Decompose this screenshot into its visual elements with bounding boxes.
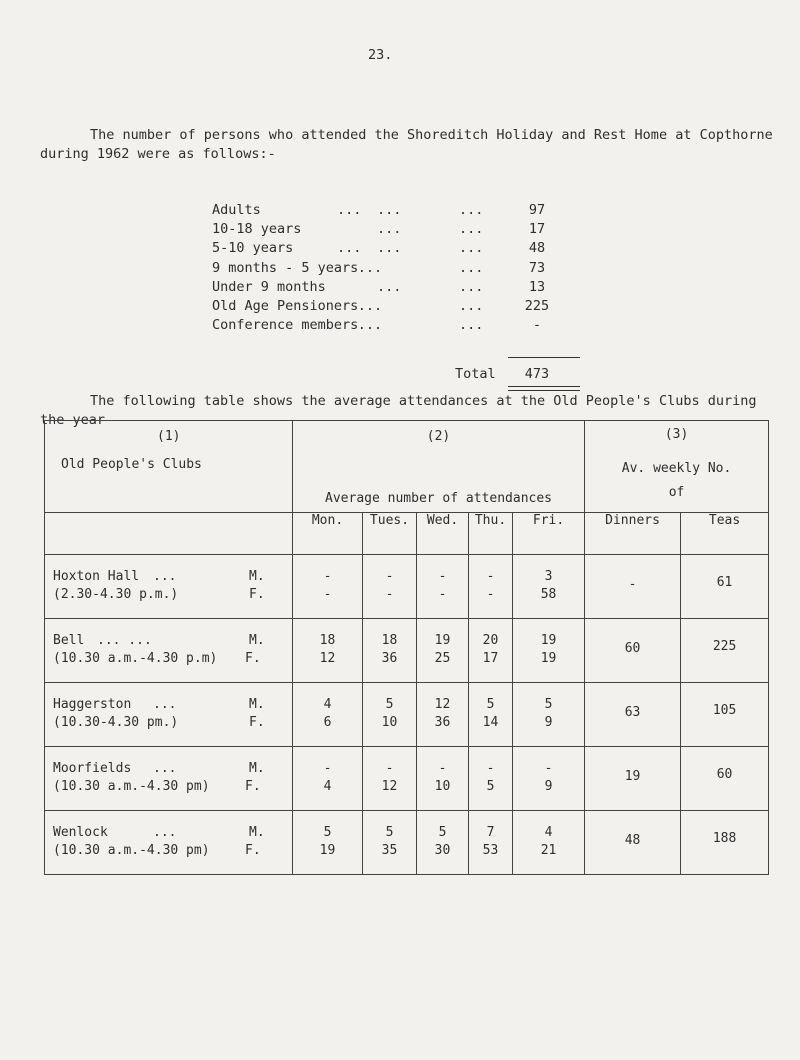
teas-value: 105 [712,703,737,718]
female-count: - [385,587,394,602]
attendance-cell [363,811,417,875]
female-count: 5 [486,779,495,794]
female-count: 10 [381,715,398,730]
col1-number: (1) [157,429,181,444]
leader-dots: ... [377,240,402,257]
club-name: Hoxton Hall [53,569,140,584]
attendance-cell [513,683,585,747]
dinners-value: - [628,577,637,592]
attendance-row [212,202,572,220]
club-name-cell [45,619,293,683]
male-count: 5 [385,697,394,712]
leader-dots: ... [153,761,177,776]
attendance-row [212,279,572,297]
attendance-cell [417,619,469,683]
male-count: 19 [434,633,451,648]
leader-dots: ... [459,298,484,314]
dinners-value: 48 [624,833,641,848]
day-header: Wed. [417,513,469,555]
club-name-cell [45,811,293,875]
male-count: - [544,761,553,776]
total-double-rule [508,386,580,391]
male-count: 12 [434,697,451,712]
teas-value: 61 [716,575,733,590]
total-label: Total [455,366,496,382]
attendance-cell [469,747,513,811]
dinners-cell [585,555,681,619]
club-name: Moorfields [53,761,132,776]
club-hours: (10.30-4.30 pm.) [53,715,179,730]
leader-dots: ... [377,221,402,238]
attendance-cell [513,747,585,811]
attendance-cell [363,747,417,811]
female-count: 17 [482,651,499,666]
club-name-cell [45,683,293,747]
attendance-row [212,298,572,316]
female-count: 58 [540,587,557,602]
leader-dots: ... [459,240,484,257]
leader-dots: ... [377,278,402,295]
female-count: 12 [381,779,398,794]
day-header: Thu. [469,513,513,555]
female-count: 36 [434,715,451,730]
attendance-cell [513,811,585,875]
intro-paragraph: The number of persons who attended the Shoreditch Holiday and Rest Home at Copthorne during 1962 were as follows:- [40,127,773,162]
attendance-label: 10-18 years [212,221,302,238]
attendance-cell [293,555,363,619]
female-count: 14 [482,715,499,730]
male-marker: M. [249,697,265,712]
subheader-row [45,513,769,555]
col3-title-line2: of [668,485,685,500]
dinners-cell [585,619,681,683]
dinners-value: 60 [624,641,641,656]
dinners-value: 63 [624,705,641,720]
male-marker: M. [249,761,265,776]
attendance-value: 97 [528,202,546,218]
male-count: - [438,569,447,584]
leader-dots: ... [377,202,402,218]
club-hours: (10.30 a.m.-4.30 pm) [53,843,210,858]
female-count: 19 [540,651,557,666]
attendance-cell [417,747,469,811]
female-marker: F. [245,779,261,794]
female-count: 25 [434,651,451,666]
club-row [45,555,769,619]
attendance-label: Adults [212,202,261,218]
club-hours: (10.30 a.m.-4.30 pm) [53,779,210,794]
leader-dots: ... [337,202,362,218]
male-count: 4 [544,825,553,840]
male-count: - [323,761,332,776]
male-count: - [385,569,394,584]
male-count: 4 [323,697,332,712]
male-count: - [385,761,394,776]
total-value: 473 [524,366,550,382]
male-count: - [486,569,495,584]
club-name-cell [45,555,293,619]
meal-header: Dinners [585,513,681,555]
female-marker: F. [245,651,261,666]
day-header: Tues. [363,513,417,555]
col3-title-line1: Av. weekly No. [621,461,732,476]
attendance-cell [513,619,585,683]
teas-value: 60 [716,767,733,782]
club-row [45,683,769,747]
leader-dots: ... [357,317,383,334]
attendance-label: 5-10 years [212,240,294,257]
club-name: Wenlock [53,825,108,840]
female-count: 35 [381,843,398,858]
attendance-row [212,317,572,335]
subheader-blank [45,513,293,555]
attendance-cell [293,747,363,811]
female-count: 53 [482,843,499,858]
attendance-cell [469,555,513,619]
leader-dots: ... [153,697,177,712]
meal-header: Teas [681,513,769,555]
page-number: 23. [368,47,393,63]
attendance-cell [363,619,417,683]
clubs-intro-paragraph: The following table shows the average attendances at the Old People's Clubs during the year [40,393,757,428]
col1-title: Old People's Clubs [61,457,202,472]
male-count: 20 [482,633,499,648]
attendance-value: 13 [528,278,546,295]
col2-title: Average number of attendances [325,491,553,506]
attendance-row [212,260,572,278]
attendance-cell [293,619,363,683]
female-count: 10 [434,779,451,794]
female-count: 4 [323,779,332,794]
female-count: 19 [319,843,336,858]
male-count: 5 [438,825,447,840]
club-name: Bell [53,633,85,648]
col2-header [293,421,585,513]
club-hours: (2.30-4.30 p.m.) [53,587,179,602]
leader-dots: ... ... [97,633,152,648]
male-marker: M. [249,633,265,648]
female-count: 9 [544,715,553,730]
female-marker: F. [249,715,265,730]
attendance-value: 48 [528,240,546,257]
col1-header [45,421,293,513]
leader-dots: ... [459,221,484,238]
leader-dots: ... [153,569,177,584]
club-name: Haggerston [53,697,132,712]
attendance-cell [293,683,363,747]
attendance-cell [469,619,513,683]
attendance-cell [417,811,469,875]
male-count: 5 [323,825,332,840]
attendance-cell [469,683,513,747]
male-count: 7 [486,825,495,840]
attendance-cell [363,555,417,619]
male-count: 18 [319,633,336,648]
male-count: 19 [540,633,557,648]
attendance-value: 73 [528,259,546,276]
leader-dots: ... [459,259,484,276]
female-count: 12 [319,651,336,666]
teas-cell [681,747,769,811]
teas-cell [681,555,769,619]
dinners-value: 19 [624,769,641,784]
club-name-cell [45,747,293,811]
dinners-cell [585,747,681,811]
club-row [45,811,769,875]
male-count: - [323,569,332,584]
female-count: 30 [434,843,451,858]
female-count: - [486,587,495,602]
attendance-value: 225 [524,298,550,314]
male-marker: M. [249,569,265,584]
leader-dots: ... [337,240,362,257]
col3-header [585,421,769,513]
male-count: - [486,761,495,776]
club-row [45,747,769,811]
attendance-row [212,240,572,258]
teas-cell [681,811,769,875]
club-hours: (10.30 a.m.-4.30 p.m) [53,651,218,666]
dinners-cell [585,683,681,747]
teas-value: 188 [712,831,737,846]
attendance-cell [417,555,469,619]
leader-dots: ... [357,259,383,276]
leader-dots: ... [459,317,484,334]
attendance-cell [293,811,363,875]
male-count: 18 [381,633,398,648]
col3-number: (3) [664,427,689,442]
male-count: - [438,761,447,776]
attendance-label: 9 months - 5 years [212,259,359,276]
female-marker: F. [245,843,261,858]
day-header: Mon. [293,513,363,555]
attendance-cell [513,555,585,619]
female-count: 21 [540,843,557,858]
attendance-cell [469,811,513,875]
teas-cell [681,619,769,683]
male-count: 5 [544,697,553,712]
attendance-label: Old Age Pensioners [212,298,359,314]
male-count: 5 [385,825,394,840]
attendance-cell [363,683,417,747]
male-marker: M. [249,825,265,840]
male-count: 3 [544,569,553,584]
attendance-row [212,221,572,239]
attendance-value: - [532,317,542,334]
female-count: - [323,587,332,602]
dinners-cell [585,811,681,875]
teas-value: 225 [712,639,737,654]
attendance-value: 17 [528,221,546,238]
leader-dots: ... [357,298,383,314]
attendance-label: Under 9 months [212,278,326,295]
female-count: - [438,587,447,602]
attendance-cell [417,683,469,747]
leader-dots: ... [459,278,484,295]
female-count: 9 [544,779,553,794]
day-header: Fri. [513,513,585,555]
female-count: 6 [323,715,332,730]
male-count: 5 [486,697,495,712]
total-rule-top [508,357,580,358]
clubs-table [44,420,769,875]
leader-dots: ... [153,825,177,840]
teas-cell [681,683,769,747]
col2-number: (2) [426,429,451,444]
female-count: 36 [381,651,398,666]
attendance-label: Conference members [212,317,359,334]
leader-dots: ... [459,202,484,218]
female-marker: F. [249,587,265,602]
club-row [45,619,769,683]
